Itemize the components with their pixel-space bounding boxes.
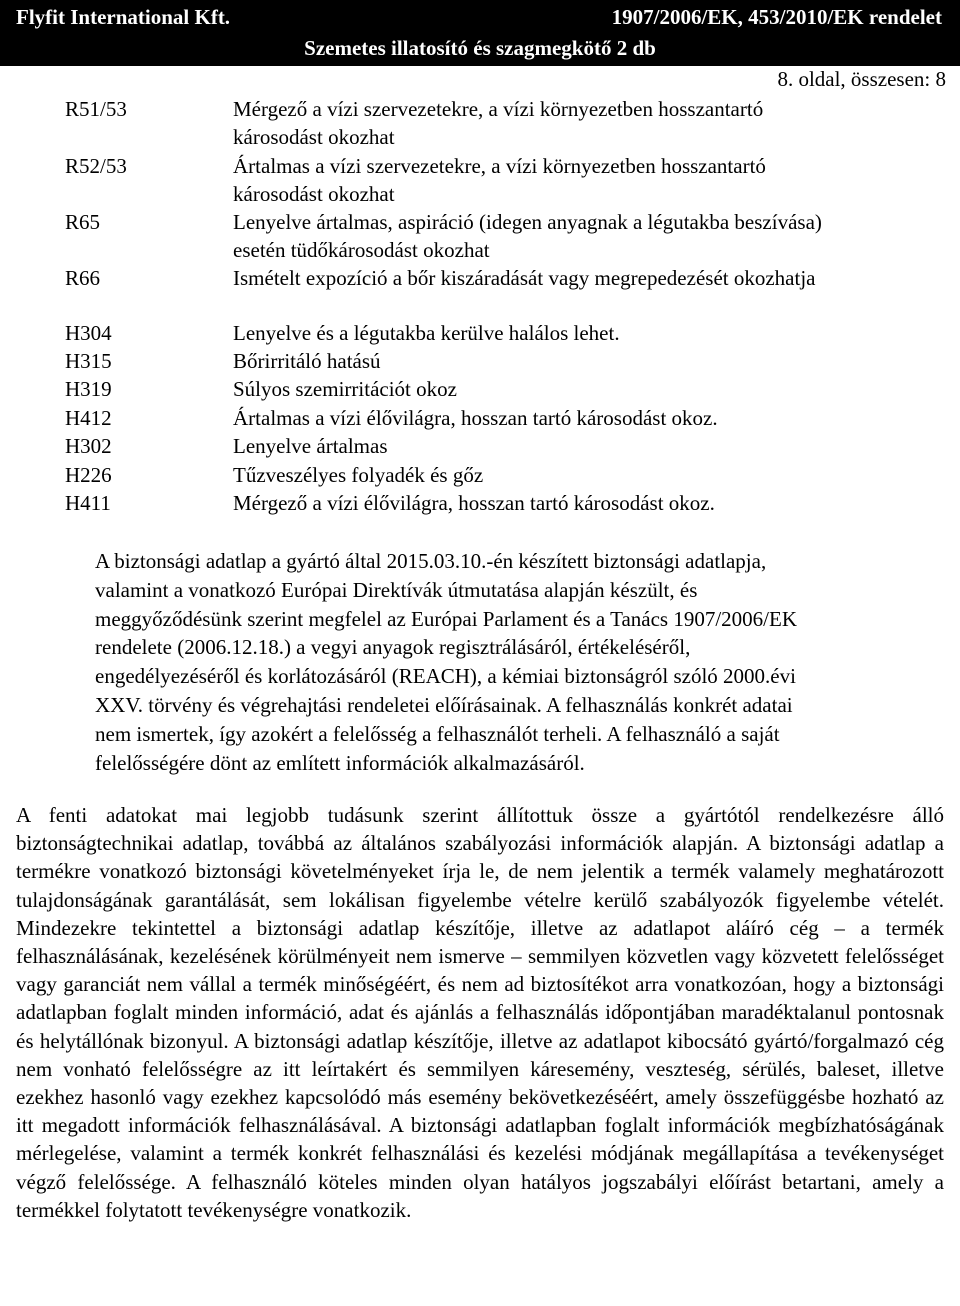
phrase-text: Lenyelve ártalmas — [233, 434, 388, 458]
disclaimer-paragraph: A fenti adatokat mai legjobb tudásunk szerint állítottuk össze a gyártótól rendelkezésre álló biztonságtechnikai adatlap, továbbá az általános szabályozási információk alapján. A biztonsági adatlap a termékre vonatkozó biztonsági követelményeket írja le, de nem jelentik a termék valamely meghatározott tulajdonságának garantálását, sem lokálisan figyelembe vételre kerülő szabályozók figyelembe vételét. Mindezekre tekintettel a biztonsági adatlap készítője, illetve az adatlapot aláíró cég – a termék felhasználásának, kezelésének körülményeit nem ismerve – semmilyen közvetlen vagy közvetett felelősséget vagy garanciát nem vállal a termék minőségéért, és nem ad biztosítékot arra vonatkozóan, hogy a biztonsági adatlapban foglalt minden információ, adat és ajánlás a felhasználás időpontjában maradéktalanul pontosnak és helytállónak bizonyul. A biztonsági adatlap készítője, illetve az adatlapot kibocsátó gyártó/forgalmazó cég nem vonható felelősségre az itt leírtakért és semmilyen káresemény, veszteség, sérülés, baleset, illetve ezekhez hasonló vagy ezekhez kapcsolódó más esemény bekövetkezéséért, amely összefüggésbe hozható az itt megadott információk felhasználásával. A biztonsági adatlapban foglalt információk megbízhatóságának mérlegelése, valamint a termék konkrét felhasználási és kezelési módjának megállapítása a tevékenységet végző felelőssége. A felhasználó köteles minden olyan hatályos jogszabályi előírást betartani, amely a termékkel folytatott tevékenységre vonatkozik. — [16, 803, 944, 1222]
page-number: 8. oldal, összesen: 8 — [777, 67, 946, 91]
phrase-code: H315 — [65, 349, 112, 373]
phrase-code: H304 — [65, 321, 112, 345]
phrase-text: Lenyelve és a légutakba kerülve halálos lehet. — [233, 321, 620, 345]
phrase-code: H412 — [65, 406, 112, 430]
phrase-code: H226 — [65, 463, 112, 487]
company-name: Flyfit International Kft. — [16, 5, 231, 29]
phrase-text: Ártalmas a vízi élővilágra, hosszan tartó károsodást okoz. — [233, 406, 718, 430]
phrase-code: R66 — [65, 266, 101, 290]
phrase-text: Mérgező a vízi élővilágra, hosszan tartó károsodást okoz. — [233, 491, 715, 515]
phrase-text: Tűzveszélyes folyadék és gőz — [233, 463, 484, 487]
page-header — [0, 0, 960, 66]
phrase-text: Ártalmas a vízi szervezetekre, a vízi környezetben hosszantartó károsodást okozhat — [233, 154, 766, 206]
product-name: Szemetes illatosító és szagmegkötő 2 db — [304, 36, 656, 60]
phrase-code: H302 — [65, 434, 112, 458]
phrase-text: Mérgező a vízi szervezetekre, a vízi környezetben hosszantartó károsodást okozhat — [233, 97, 764, 149]
source-info-paragraph: A biztonsági adatlap a gyártó által 2015.03.10.-én készített biztonsági adatlapja, valamint a vonatkozó Európai Direktívák útmutatása alapján készült, és meggyőződésünk szerint megfelel az Európai Parlament és a Tanács 1907/2006/EK rendelete (2006.12.18.) a vegyi anyagok regisztrálásáról, értékeléséről, engedélyezéséről és korlátozásáról (REACH), a kémiai biztonságról szóló 2000.évi XXV. törvény és végrehajtási rendeletei előírásainak. A felhasználás konkrét adatai nem ismertek, így azokért a felelősség a felhasználót terheli. A felhasználó a saját felelősségére dönt az említett információk alkalmazásáról. — [95, 549, 798, 775]
phrase-code: R65 — [65, 210, 101, 234]
phrase-code: R51/53 — [65, 97, 127, 121]
regulation-reference: 1907/2006/EK, 453/2010/EK rendelet — [611, 5, 942, 29]
phrase-code: R52/53 — [65, 154, 127, 178]
phrase-text: Bőrirritáló hatású — [233, 349, 381, 373]
phrase-text: Ismételt expozíció a bőr kiszáradását vagy megrepedezését okozhatja — [233, 266, 816, 290]
phrase-text: Súlyos szemirritációt okoz — [233, 377, 457, 401]
phrase-text: Lenyelve ártalmas, aspiráció (idegen anyagnak a légutakba beszívása) esetén tüdőkárosodást okozhat — [233, 210, 822, 262]
phrase-code: H411 — [65, 491, 111, 515]
phrase-code: H319 — [65, 377, 112, 401]
